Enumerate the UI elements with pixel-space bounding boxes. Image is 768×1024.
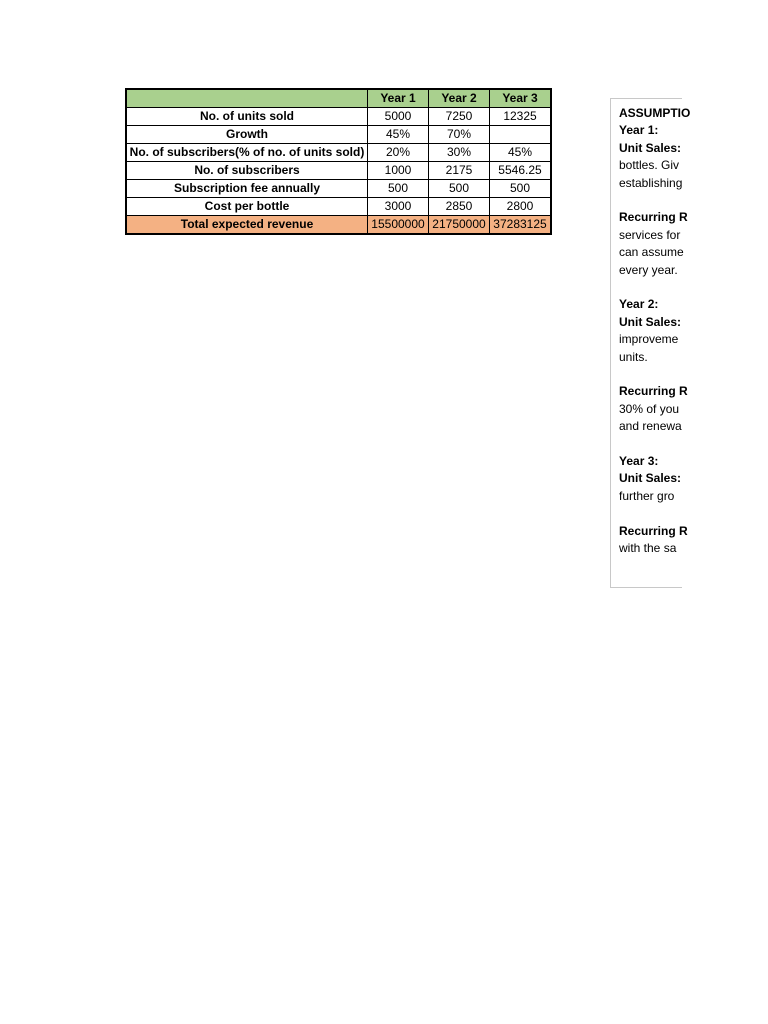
assumption-line: establishing (619, 175, 683, 190)
table-row (127, 144, 551, 162)
assumption-line: Year 1: (619, 123, 659, 138)
header-year-3: Year 3 (490, 90, 551, 108)
assumption-line: Year 2: (619, 297, 659, 312)
row-label-subscriber-percent: No. of subscribers(% of no. of units sold) (127, 144, 368, 162)
table-row (127, 126, 551, 144)
row-label-subscribers: No. of subscribers (127, 162, 368, 180)
assumptions-text-box (610, 98, 691, 588)
table-cell: 3000 (368, 198, 429, 216)
assumption-line: can assume (619, 245, 684, 260)
table-cell: 1000 (368, 162, 429, 180)
row-label-units-sold: No. of units sold (127, 108, 368, 126)
table-cell: 5546.25 (490, 162, 551, 180)
assumption-line: every year. (619, 262, 678, 277)
table-row (127, 198, 551, 216)
table-cell: 70% (429, 126, 490, 144)
assumption-line: ASSUMPTIO (619, 106, 691, 120)
assumption-line: Recurring R (619, 210, 688, 225)
revenue-table (126, 89, 551, 234)
assumption-line: Unit Sales: (619, 314, 682, 329)
row-label-growth: Growth (127, 126, 368, 144)
assumption-line: Year 3: (619, 454, 659, 469)
table-cell: 500 (429, 180, 490, 198)
table-cell: 2175 (429, 162, 490, 180)
table-row (127, 108, 551, 126)
total-revenue-row (127, 216, 551, 234)
table-cell: 12325 (490, 108, 551, 126)
table-row (127, 162, 551, 180)
table-cell: 500 (490, 180, 551, 198)
table-cell: 2800 (490, 198, 551, 216)
table-cell (490, 126, 551, 144)
assumption-line: units. (619, 349, 648, 364)
table-cell: 20% (368, 144, 429, 162)
assumption-blank-line (619, 279, 682, 296)
assumption-blank-line (619, 505, 682, 522)
row-label-subscription-fee: Subscription fee annually (127, 180, 368, 198)
assumption-line: with the sa (619, 541, 677, 556)
assumption-line: and renewa (619, 419, 682, 434)
header-blank-cell (127, 90, 368, 108)
table-cell: 45% (368, 126, 429, 144)
assumption-line: Unit Sales: (619, 471, 682, 486)
table-cell: 30% (429, 144, 490, 162)
total-cell: 15500000 (368, 216, 429, 234)
assumption-line: improveme (619, 332, 679, 347)
total-cell: 21750000 (429, 216, 490, 234)
table-cell: 5000 (368, 108, 429, 126)
row-label-total-revenue: Total expected revenue (127, 216, 368, 234)
header-year-1: Year 1 (368, 90, 429, 108)
row-label-cost-per-bottle: Cost per bottle (127, 198, 368, 216)
assumption-line: further gro (619, 488, 675, 503)
assumption-blank-line (619, 366, 682, 383)
table-header-row (127, 90, 551, 108)
assumption-line: 30% of you (619, 401, 680, 416)
assumption-line: Recurring R (619, 523, 688, 538)
assumption-line: bottles. Giv (619, 158, 680, 173)
assumption-line: Unit Sales: (619, 140, 682, 155)
table-cell: 45% (490, 144, 551, 162)
total-cell: 37283125 (490, 216, 551, 234)
table-cell: 2850 (429, 198, 490, 216)
assumption-line: Recurring R (619, 384, 688, 399)
table-cell: 7250 (429, 108, 490, 126)
assumption-blank-line (619, 436, 682, 453)
header-year-2: Year 2 (429, 90, 490, 108)
assumption-line: services for (619, 227, 681, 242)
assumption-blank-line (619, 192, 682, 209)
table-cell: 500 (368, 180, 429, 198)
table-row (127, 180, 551, 198)
